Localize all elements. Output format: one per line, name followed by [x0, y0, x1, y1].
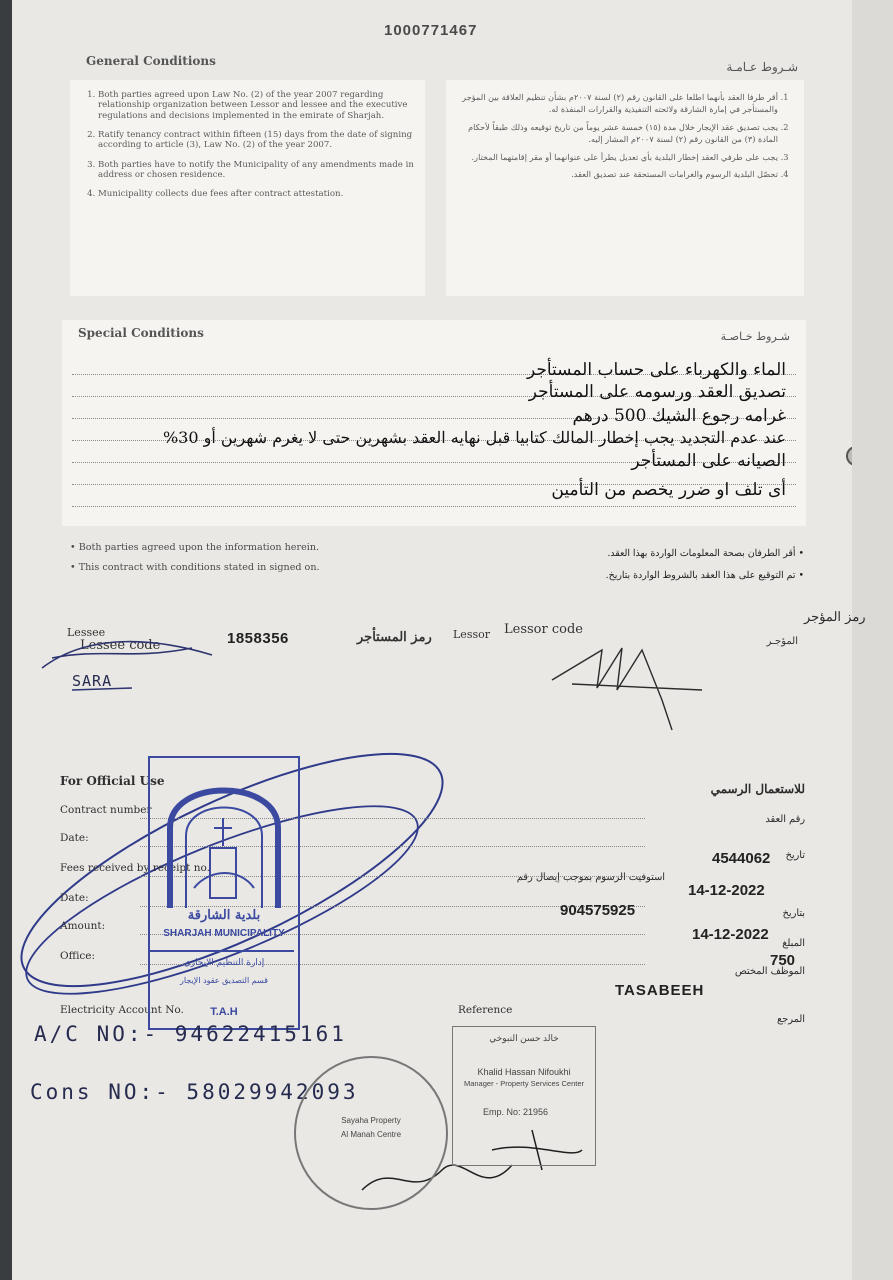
special-condition-line: الماء والكهرباء على حساب المستأجر [526, 360, 786, 380]
note-ar: • أقر الطرفان بصحة المعلومات الواردة بهذا العقد. [607, 548, 804, 559]
receipt-date-value: 14-12-2022 [692, 926, 769, 943]
office-label-ar: الموظف المختص [734, 966, 805, 977]
round-stamp-line1: Sayaha Property [341, 1116, 401, 1125]
gc-item-ar: 1. أقر طرفا العقد بأنهما اطلعا على القانون رقم (٢) لسنة ٢٠٠٧م بشأن تنظيم العلاقة بين المؤجر والمستأجر في إمارة الشارقة ولائحته التنفيذية والقرارات المنفذة له. [458, 92, 778, 116]
special-condition-line: عند عدم التجديد يجب إخطار المالك كتابيا قبل نهايه العقد بشهرين حتى لا يغرم شهرين أو 30% [162, 428, 786, 447]
note-en: • Both parties agreed upon the information herein. [70, 542, 320, 553]
date2-label: Date: [60, 892, 89, 904]
fees-label: Fees received by receipt no. [60, 862, 210, 874]
general-conditions-title-ar: شـروط عـامـة [726, 60, 798, 74]
contract-number-label: Contract number [60, 804, 152, 816]
lessee-code-ar: رمز المستأجر [357, 630, 432, 645]
gc-item-en: 3. Both parties have to notify the Municipality of any amendments made in address or chosen residence. [98, 160, 415, 181]
fees-label-ar: استوفيت الرسوم بموجب إيصال رقم [516, 872, 665, 883]
contract-number-value: 4544062 [712, 850, 771, 867]
date-label-ar: تاريخ [785, 850, 805, 861]
lessor-ar: المؤجـر [766, 636, 798, 647]
date-label: Date: [60, 832, 89, 844]
contract-page [12, 0, 852, 1280]
receipt-number-value: 904575925 [560, 902, 636, 919]
official-use-title: For Official Use [60, 774, 165, 788]
municipality-stamp [148, 756, 300, 1030]
amount-label: Amount: [60, 920, 106, 932]
special-conditions-title: Special Conditions [78, 326, 204, 340]
office-label: Office: [60, 950, 96, 962]
date2-label-ar: بتاريخ [782, 908, 805, 919]
manager-name: Khalid Hassan Nifoukhi [477, 1067, 571, 1077]
gc-item-en: 1. Both parties agreed upon Law No. (2) of the year 2007 regarding relationship organization between Lessor and lessee and the executive regulations and decisions implemented in the emirate of Sharjah. [98, 90, 415, 121]
lessee-handwritten-name: SARA [72, 672, 113, 690]
general-conditions-title: General Conditions [86, 54, 216, 68]
round-stamp [294, 1056, 448, 1210]
official-use-title-ar: للاستعمال الرسمي [710, 782, 805, 796]
reference-label-ar: المرجع [776, 1014, 805, 1025]
department-ar: إدارة التنظيم الإيجاري [183, 958, 265, 968]
stamp-initials: T.A.H [210, 1006, 238, 1018]
special-condition-line: الصيانه على المستأجر [631, 451, 786, 471]
gc-item-ar: 3. يجب على طرفي العقد إخطار البلدية بأي تعديل يطرأ على عنوانهما أو مقر إقامتهما المختار. [458, 152, 778, 164]
round-stamp-line2: Al Manah Centre [340, 1130, 402, 1139]
special-condition-line: غرامه رجوع الشيك 500 درهم [572, 406, 786, 426]
contract-number-label-ar: رقم العقد [765, 814, 805, 825]
municipality-emblem-icon [150, 758, 298, 918]
background-page-edge [852, 0, 893, 1280]
special-conditions-title-ar: شـروط خـاصـة [720, 330, 790, 343]
lessee-code-label: Lessee code [80, 638, 161, 653]
note-ar: • تم التوقيع على هذا العقد بالشروط الواردة بتاريخ. [605, 570, 804, 581]
lessee-code-value: 1858356 [227, 630, 289, 647]
manager-title: Manager - Property Services Center [463, 1079, 585, 1088]
electricity-account-label: Electricity Account No. [60, 1004, 184, 1016]
lessor-code-label: Lessor code [504, 622, 583, 637]
office-value: TASABEEH [615, 982, 705, 999]
handwritten-cons-number: Cons NO:- 58029942093 [30, 1080, 359, 1104]
lessor-label: Lessor [453, 628, 490, 641]
gc-item-ar: 4. تحصّل البلدية الرسوم والغرامات المستحقة عند تصديق العقد. [458, 169, 778, 181]
contract-date-value: 14-12-2022 [688, 882, 765, 899]
special-condition-line: تصديق العقد ورسومه على المستأجر [528, 382, 786, 402]
amount-label-ar: المبلغ [782, 938, 805, 949]
special-condition-line: أى تلف او ضرر يخصم من التأمين [551, 480, 786, 500]
manager-name-ar: خالد حسن النبوخي [489, 1033, 559, 1043]
amount-value: 750 [770, 952, 796, 969]
lessee-label: Lessee [67, 626, 106, 639]
gc-item-en: 2. Ratify tenancy contract within fifteen (15) days from the date of signing according to article (3), Law No. (2) of the year 2007. [98, 130, 415, 151]
municipality-name-ar: بلدية الشارقة [187, 908, 261, 923]
department-sub-ar: قسم التصديق عقود الإيجار [179, 976, 268, 985]
document-number: 1000771467 [384, 22, 478, 39]
lessor-code-ar-margin: رمز المؤجر [804, 610, 866, 625]
manager-stamp [452, 1026, 596, 1166]
employee-number: Emp. No: 21956 [483, 1107, 549, 1117]
gc-item-en: 4. Municipality collects due fees after contract attestation. [98, 189, 415, 199]
note-en: • This contract with conditions stated in signed on. [70, 562, 320, 573]
reference-label: Reference [458, 1004, 513, 1016]
gc-item-ar: 2. يجب تصديق عقد الإيجار خلال مدة (١٥) خمسة عشر يوماً من تاريخ توقيعه وذلك طبقاً لأحكام المادة (٣) من القانون رقم (٢) لسنة ٢٠٠٧م المشار إليه. [458, 122, 778, 146]
municipality-name-en: SHARJAH MUNICIPALITY [163, 928, 285, 939]
handwritten-account-number: A/C NO:- 94622415161 [34, 1022, 347, 1046]
